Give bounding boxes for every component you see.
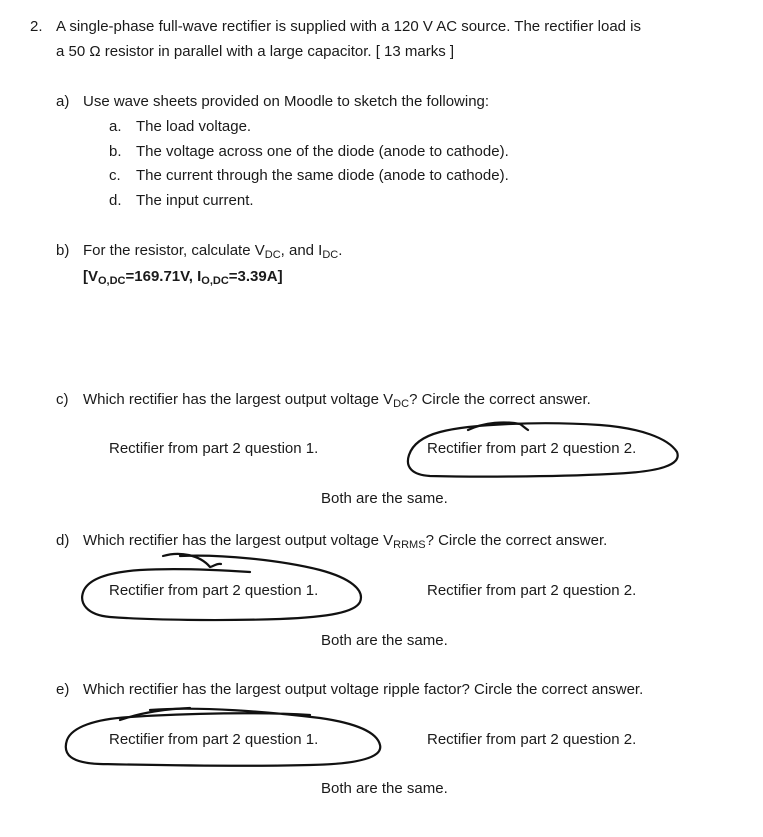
part-d-option-2[interactable]: Rectifier from part 2 question 2. [427,582,637,599]
list-item-marker: c. [109,167,121,184]
part-b-answer: [$V_{O,DC}=169.71V$, $I_{O,DC}=3.39A$] [83,268,283,287]
part-e-option-2[interactable]: Rectifier from part 2 question 2. [427,731,637,748]
list-item: The input current. [136,192,254,209]
part-d-option-1[interactable]: Rectifier from part 2 question 1. [109,582,319,599]
part-a-text: Use wave sheets provided on Moodle to sketch the following: [83,93,490,110]
part-e-label: e) [56,681,70,698]
part-d-label: d) [56,532,70,549]
question-number: 2. [30,18,43,35]
part-b-label: b) [56,242,70,259]
list-item-marker: d. [109,192,122,209]
part-e-option-3[interactable]: Both are the same. [321,780,448,797]
part-e-text: Which rectifier has the largest output voltage ripple factor? Circle the correct answer. [83,681,644,698]
list-item: The voltage across one of the diode (anode to cathode). [136,143,509,160]
part-c-label: c) [56,391,69,408]
question-text-line1: A single-phase full-wave rectifier is supplied with a 120 V AC source. The rectifier load is [56,18,642,35]
part-c-text: Which rectifier has the largest output voltage $V_{DC}$? Circle the correct answer. [83,391,591,410]
part-c-option-1[interactable]: Rectifier from part 2 question 1. [109,440,319,457]
list-item-marker: b. [109,143,122,160]
list-item: The current through the same diode (anode to cathode). [136,167,509,184]
part-b-text: For the resistor, calculate $V_{DC}$, and $I_{DC}$. [83,242,343,261]
list-item-marker: a. [109,118,122,135]
part-c-option-2[interactable]: Rectifier from part 2 question 2. [427,440,637,457]
question-text-line2: a 50 Ω resistor in parallel with a large capacitor. [ 13 marks ] [56,43,455,60]
part-d-text: Which rectifier has the largest output voltage $V_{RRMS}$? Circle the correct answer. [83,532,608,551]
part-d-option-3[interactable]: Both are the same. [321,632,448,649]
part-e-option-1[interactable]: Rectifier from part 2 question 1. [109,731,319,748]
part-c-option-3[interactable]: Both are the same. [321,490,448,507]
list-item: The load voltage. [136,118,252,135]
part-a-label: a) [56,93,70,110]
